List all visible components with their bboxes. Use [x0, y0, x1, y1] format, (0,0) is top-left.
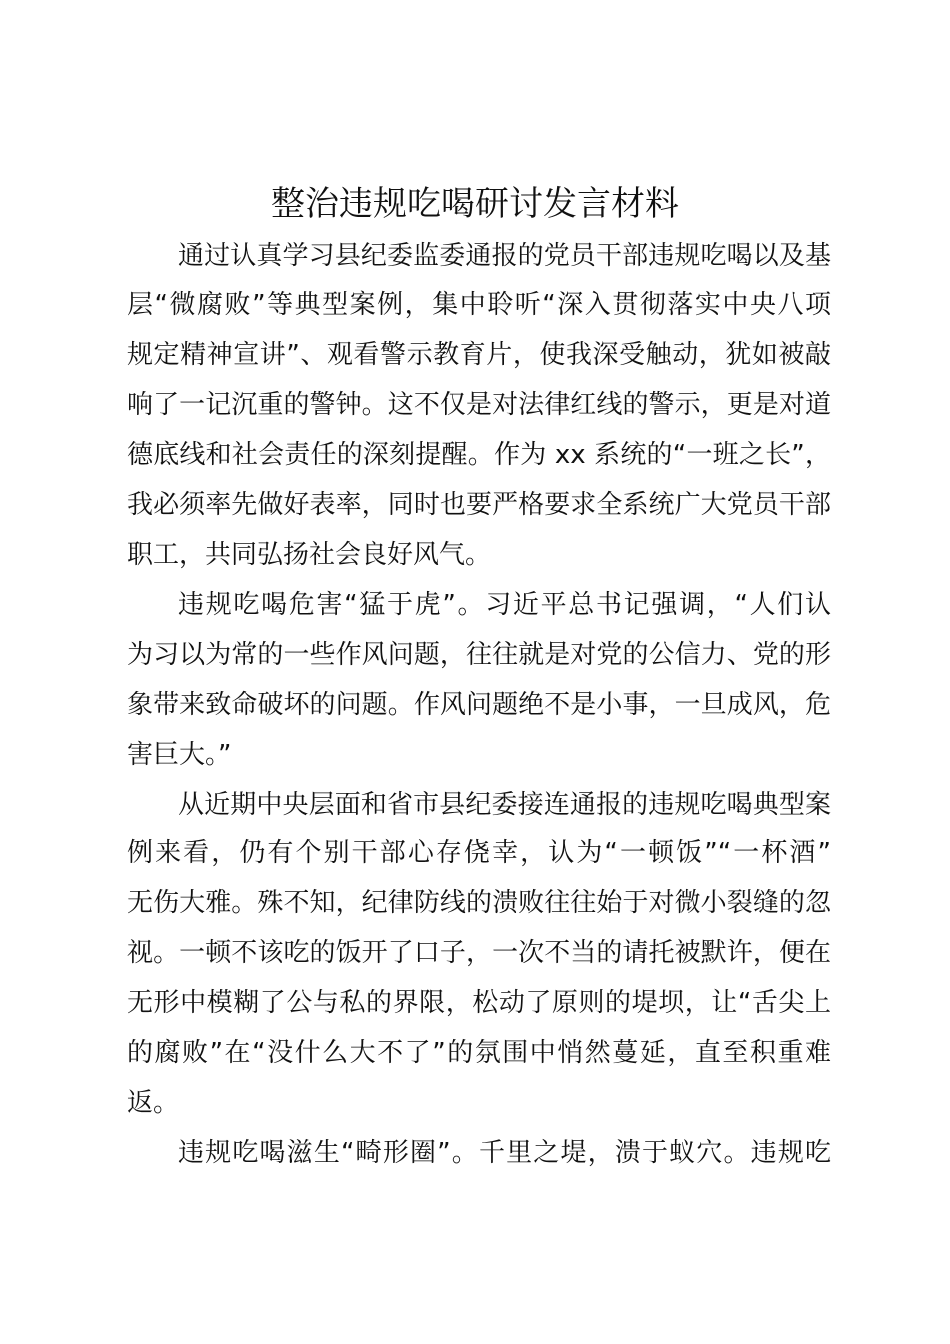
- paragraph-line: 象带来致命破坏的问题。作风问题绝不是小事，一旦成风，危: [127, 690, 831, 720]
- document-title: 整治违规吃喝研讨发言材料: [271, 184, 679, 224]
- paragraph-line: 德底线和社会责任的深刻提醒。作为 xx 系统的“一班之长”，: [127, 440, 831, 470]
- paragraph-line: 无伤大雅。殊不知，纪律防线的溃败往往始于对微小裂缝的忽: [127, 888, 831, 918]
- paragraph-line: 规定精神宣讲”、观看警示教育片，使我深受触动，犹如被敲: [127, 340, 831, 370]
- paragraph-line: 无形中模糊了公与私的界限，松动了原则的堤坝，让“舌尖上: [127, 988, 831, 1018]
- paragraph-line: 视。一顿不该吃的饭开了口子，一次不当的请托被默许，便在: [127, 938, 831, 968]
- paragraph-line: 通过认真学习县纪委监委通报的党员干部违规吃喝以及基: [178, 241, 831, 271]
- paragraph-line: 违规吃喝危害“猛于虎”。习近平总书记强调，“人们认: [178, 590, 831, 620]
- paragraph-line: 从近期中央层面和省市县纪委接连通报的违规吃喝典型案: [178, 790, 831, 820]
- paragraph-line: 我必须率先做好表率，同时也要严格要求全系统广大党员干部: [127, 490, 831, 520]
- paragraph-line: 响了一记沉重的警钟。这不仅是对法律红线的警示，更是对道: [127, 390, 831, 420]
- paragraph-line: 例来看，仍有个别干部心存侥幸，认为“一顿饭”“一杯酒”: [127, 838, 831, 868]
- paragraph-line: 返。: [127, 1088, 180, 1118]
- paragraph-line: 害巨大。”: [127, 740, 232, 770]
- paragraph-line: 的腐败”在“没什么大不了”的氛围中悄然蔓延，直至积重难: [127, 1038, 831, 1068]
- paragraph-line: 为习以为常的一些作风问题，往往就是对党的公信力、党的形: [127, 640, 831, 670]
- paragraph-line: 层“微腐败”等典型案例，集中聆听“深入贯彻落实中央八项: [127, 290, 831, 320]
- paragraph-line: 违规吃喝滋生“畸形圈”。千里之堤，溃于蚁穴。违规吃: [178, 1138, 831, 1168]
- paragraph-line: 职工，共同弘扬社会良好风气。: [127, 540, 492, 570]
